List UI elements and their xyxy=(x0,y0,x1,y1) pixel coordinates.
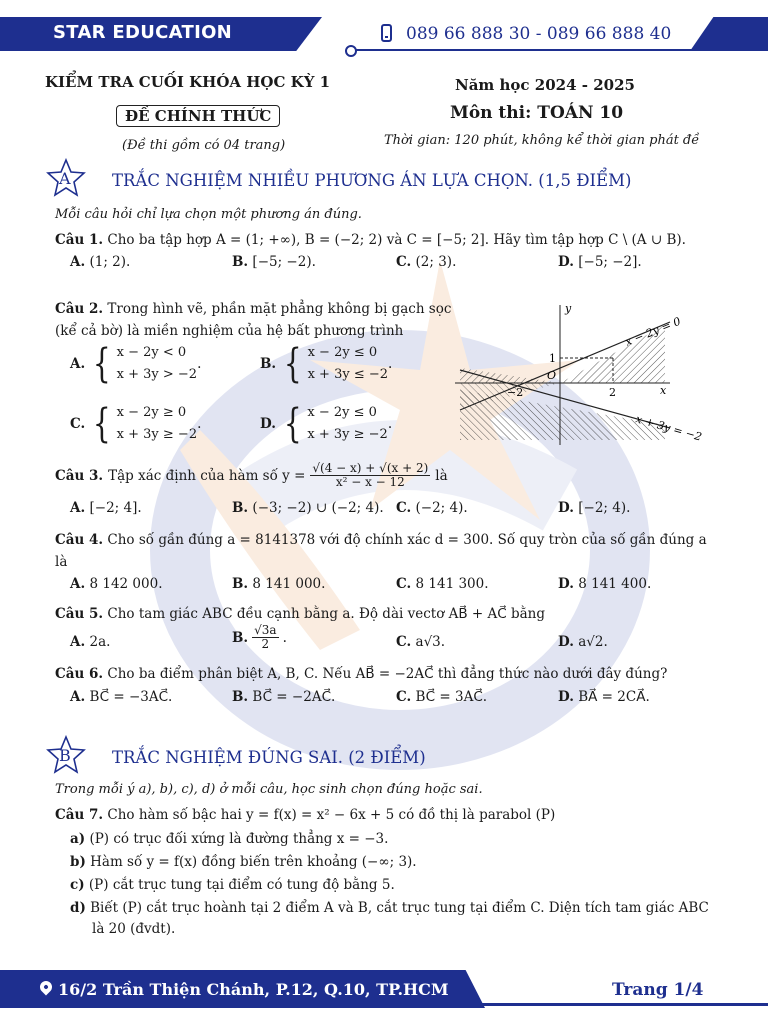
q1-option-d[interactable]: D. [−5; −2]. xyxy=(558,254,642,270)
q1-option-b[interactable]: B. [−5; −2). xyxy=(232,254,316,270)
official-badge: ĐỀ CHÍNH THỨC xyxy=(116,105,280,127)
brand-name: STAR EDUCATION xyxy=(53,22,233,43)
tick-2: 2 xyxy=(609,386,616,399)
q2-option-a[interactable]: A. { x − 2y < 0 x + 3y > −2 . xyxy=(70,341,202,387)
origin-label: O xyxy=(547,369,557,382)
hatched-region-2 xyxy=(460,368,560,383)
line2-label: x + 3y = −2 xyxy=(634,412,704,444)
tick-1: 1 xyxy=(549,352,556,365)
phone-icon xyxy=(381,24,392,42)
tick-m2: −2 xyxy=(507,386,524,399)
section-a-badge: A xyxy=(59,169,71,188)
question-2: Câu 2. Trong hình vẽ, phần mặt phẳng không bị gạch sọc xyxy=(55,301,452,317)
question-2-line2: (kể cả bờ) là miền nghiệm của hệ bất phương trình xyxy=(55,323,404,339)
pages-note: (Đề thi gồm có 04 trang) xyxy=(122,138,286,153)
q7-item-d-cont: là 20 (đvdt). xyxy=(92,921,176,937)
question-7: Câu 7. Cho hàm số bậc hai y = f(x) = x² − 6x + 5 có đồ thị là parabol (P) xyxy=(55,807,556,823)
line1-label: x − 2y = 0 xyxy=(623,314,683,349)
section-b-title: TRẮC NGHIỆM ĐÚNG SAI. (2 ĐIỂM) xyxy=(112,748,426,767)
question-3: Câu 3. Tập xác định của hàm số y = $\frac{√(4 - x) + √(x + 2)}{\text{x² − x − 12}}$ là xyxy=(55,461,448,489)
q6-option-d[interactable]: D. BA⃗ = 2CA⃗. xyxy=(558,689,650,705)
page-number: Trang 1/4 xyxy=(612,980,704,1000)
q3-option-d[interactable]: D. [−2; 4). xyxy=(558,500,631,516)
q5-option-d[interactable]: D. a√2. xyxy=(558,634,608,650)
section-b-instruction: Trong mỗi ý a), b), c), d) ở mỗi câu, học sinh chọn đúng hoặc sai. xyxy=(55,782,483,797)
section-b-badge: B xyxy=(59,746,71,765)
q2-option-d[interactable]: D. { x − 2y ≤ 0 x + 3y ≥ −2 . xyxy=(260,401,393,447)
q5-option-b[interactable]: B. $\frac{√3a}{2}$ . xyxy=(232,623,287,651)
q4-option-a[interactable]: A. 8 142 000. xyxy=(70,576,163,592)
question-1: Câu 1. Cho ba tập hợp A = (1; +∞), B = (−2; 2) và C = [−5; 2]. Hãy tìm tập hợp C \ (A ∪ B). xyxy=(55,232,686,248)
question-4: Câu 4. Cho số gần đúng a = 8141378 với độ chính xác d = 300. Số quy tròn của số gần đúng a xyxy=(55,532,707,548)
footer-address: 16/2 Trần Thiện Chánh, P.12, Q.10, TP.HCM xyxy=(58,980,449,999)
question-4-line2: là xyxy=(55,554,68,570)
school-year: Năm học 2024 - 2025 xyxy=(455,76,635,94)
q2-option-c[interactable]: C. { x − 2y ≥ 0 x + 3y ≥ −2 . xyxy=(70,401,202,447)
q4-option-b[interactable]: B. 8 141 000. xyxy=(232,576,326,592)
q3-option-b[interactable]: B. (−3; −2) ∪ (−2; 4). xyxy=(232,500,384,516)
header-dot xyxy=(345,45,357,57)
section-a-title: TRẮC NGHIỆM NHIỀU PHƯƠNG ÁN LỰA CHỌN. (1,5 ĐIỂM) xyxy=(112,171,632,190)
q4-option-d[interactable]: D. 8 141 400. xyxy=(558,576,652,592)
q6-option-b[interactable]: B. BC⃗ = −2AC⃗. xyxy=(232,689,336,705)
footer-divider xyxy=(480,1003,768,1006)
q4-option-c[interactable]: C. 8 141 300. xyxy=(396,576,489,592)
q6-option-c[interactable]: C. BC⃗ = 3AC⃗. xyxy=(396,689,488,705)
q5-option-a[interactable]: A. 2a. xyxy=(70,634,111,650)
q7-item-a[interactable]: a) (P) có trục đối xứng là đường thẳng x = −3. xyxy=(70,831,389,847)
q2-option-b[interactable]: B. { x − 2y ≤ 0 x + 3y ≤ −2 . xyxy=(260,341,393,387)
q2-graph xyxy=(455,300,715,450)
q3-option-c[interactable]: C. (−2; 4). xyxy=(396,500,468,516)
header-divider xyxy=(352,49,712,51)
y-axis-label: y xyxy=(565,302,572,315)
exam-time: Thời gian: 120 phút, không kể thời gian phát đề xyxy=(384,133,700,148)
q5-option-c[interactable]: C. a√3. xyxy=(396,634,446,650)
question-5: Câu 5. Cho tam giác ABC đều cạnh bằng a. Độ dài vectơ AB⃗ + AC⃗ bằng xyxy=(55,606,546,622)
subject: Môn thi: TOÁN 10 xyxy=(450,103,624,123)
q3-option-a[interactable]: A. [−2; 4]. xyxy=(70,500,142,516)
header-banner-right xyxy=(690,17,768,51)
question-6: Câu 6. Cho ba điểm phân biệt A, B, C. Nếu AB⃗ = −2AC⃗ thì đẳng thức nào dưới đây đúng? xyxy=(55,666,668,682)
q7-item-c[interactable]: c) (P) cắt trục tung tại điểm có tung độ bằng 5. xyxy=(70,877,395,893)
q6-option-a[interactable]: A. BC⃗ = −3AC⃗. xyxy=(70,689,173,705)
section-a-instruction: Mỗi câu hỏi chỉ lựa chọn một phương án đúng. xyxy=(55,207,362,222)
x-axis-label: x xyxy=(660,384,667,397)
q7-item-b[interactable]: b) Hàm số y = f(x) đồng biến trên khoảng (−∞; 3). xyxy=(70,854,417,870)
phone-numbers: 089 66 888 30 - 089 66 888 40 xyxy=(406,24,672,44)
q1-option-c[interactable]: C. (2; 3). xyxy=(396,254,457,270)
exam-name: KIỂM TRA CUỐI KHÓA HỌC KỲ 1 xyxy=(45,73,331,91)
q7-item-d[interactable]: d) Biết (P) cắt trục hoành tại 2 điểm A và B, cắt trục tung tại điểm C. Diện tích tam giác ABC xyxy=(70,900,709,916)
q1-option-a[interactable]: A. (1; 2). xyxy=(70,254,131,270)
